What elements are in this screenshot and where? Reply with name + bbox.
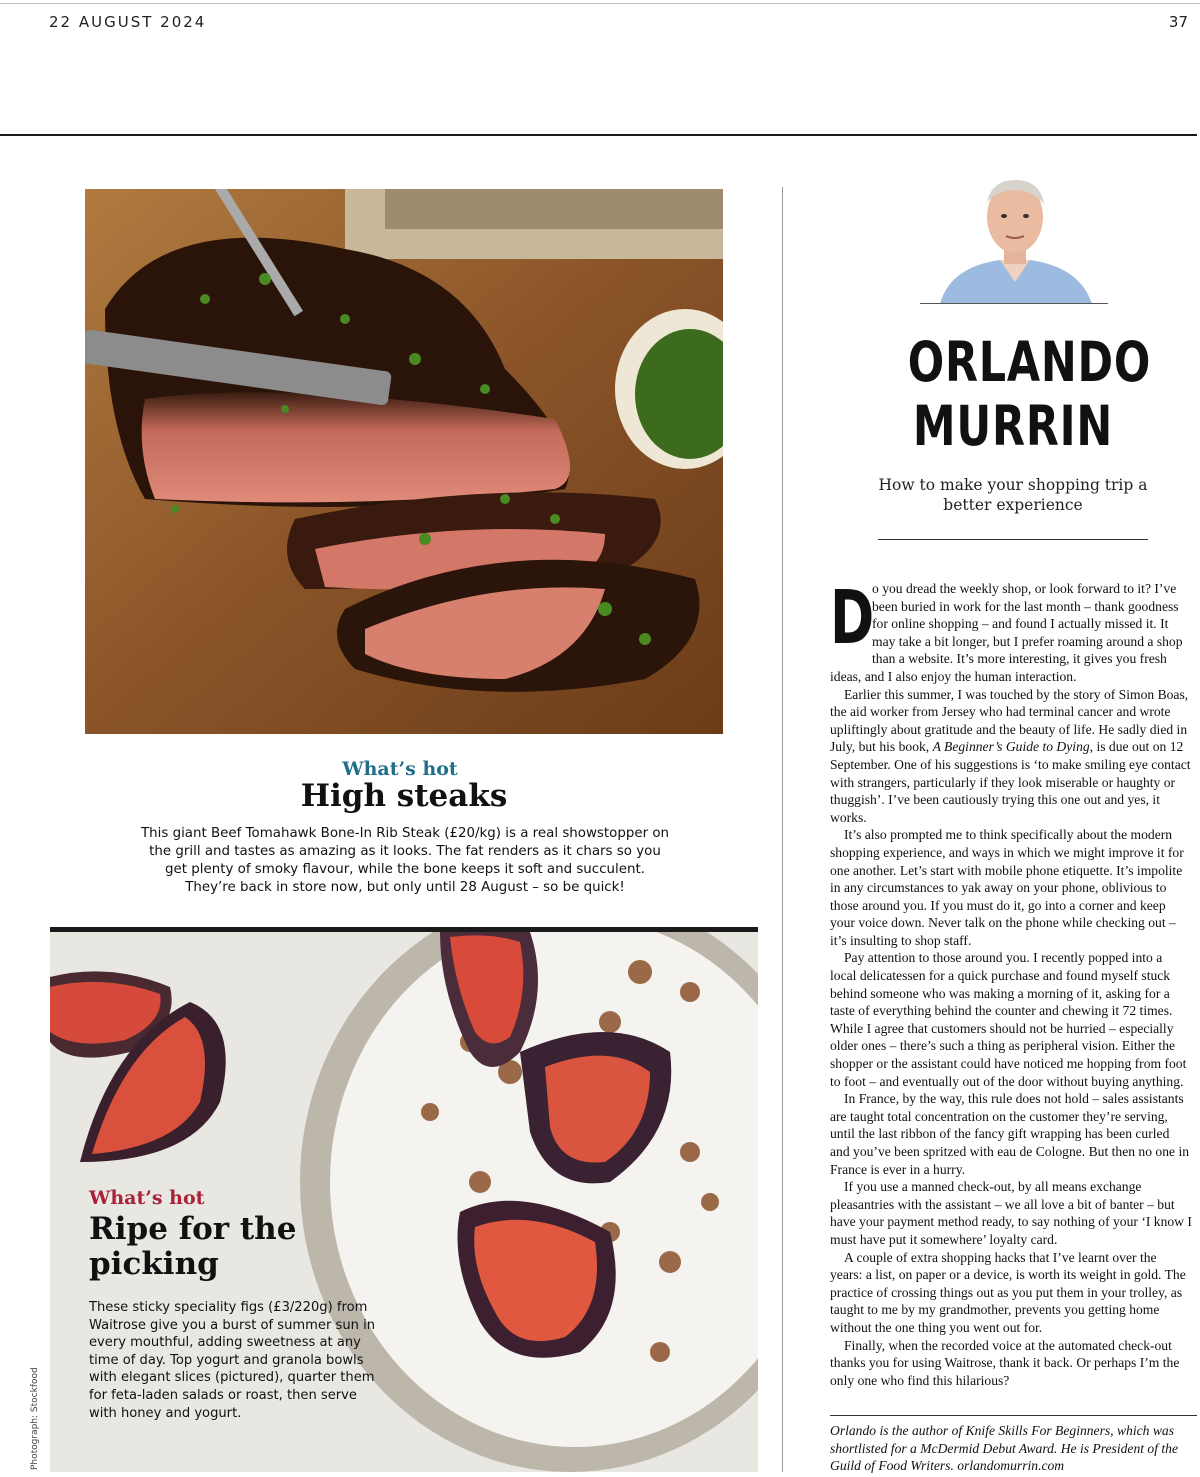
photo-credit: Photograph: Stockfood	[30, 1367, 40, 1470]
author-bio: Orlando is the author of Knife Skills For Beginners, which was shortlisted for a McDermid Debut Award. He is President of the Guild of Food Writers. orlandomurrin.com	[830, 1423, 1179, 1474]
article-paragraph: It’s also prompted me to think specifically about the modern shopping experience, and ways in which we might improve it for one another. Let’s start with mobile phone etiquette. It’s impolite in any circumstances to yak away on your phone, oblivious to those around you. If you must do it, go into a corner and keep your voice down. Never talk on the phone while checking out – it’s insulting to shop staff.	[830, 827, 1184, 948]
author-name-line1: ORLANDO	[907, 330, 1152, 394]
article-paragraph: A couple of extra shopping hacks that I’ve learnt over the years: a list, on paper or a device, is worth its weight in gold. The practice of crossing things out as you put them in your trolley, as taught to me by my grandmother, prevents you getting home without the one thing you went out for.	[830, 1249, 1186, 1335]
drop-cap: D	[830, 575, 875, 661]
article-paragraph: In France, by the way, this rule does not hold – sales assistants are taught total concentration on the customer they’re serving, until the last ribbon of the fancy gift wrapping has been curled and you’ve been spritzed with eau de Cologne. But then no one in France is ever in a hurry.	[830, 1091, 1190, 1177]
issue-date: 22 AUGUST 2024	[49, 13, 207, 31]
author-photo	[920, 172, 1108, 304]
hot1-kicker: What’s hot	[342, 758, 458, 780]
deck-rule	[878, 539, 1148, 540]
bio-rule	[830, 1415, 1197, 1416]
article-paragraph: Finally, when the recorded voice at the automated check-out thanks you for using Waitrose, thank it back. Or perhaps I’m the only one who find this hilarious?	[830, 1337, 1180, 1388]
article-paragraph: Pay attention to those around you. I recently popped into a local delicatessen for a quick purchase and found myself stuck behind someone who was making a morning of it, asking for a taste of everything behind the counter and chewing it 72 times. While I agree that customers should not be hurried – especially older ones – there’s such a thing as peripheral vision. Either the shopper or the assistant could have noticed me hopping from foot to foot – and eventually out of the door without buying anything.	[830, 950, 1187, 1089]
article-body	[830, 575, 1192, 1389]
author-photo-rule	[920, 303, 1108, 304]
article-paragraph: Earlier this summer, I was touched by the story of Simon Boas, the aid worker from Jersey who had terminal cancer and wrote upliftingly about gratitude and the beauty of life. He sadly died in July, but his book, A Beginner’s Guide to Dying, is due out on 12 September. One of his suggestions is ‘to make smiling eye contact with strangers, particularly if they look miserable or haughty or thuggish’. I’ve been cautiously trying this one out and yes, it works.	[830, 686, 1191, 825]
article-paragraph: D o you dread the weekly shop, or look forward to it? I’ve been buried in work for the last month – thank goodness for online shopping – and found I actually missed it. It may take a bit longer, but I prefer roaming around a shop than a website. It’s more interesting, it gives you fresh ideas, and I also enjoy the human interaction.	[830, 575, 1183, 684]
hot2-title: Ripe for the picking	[89, 1211, 297, 1282]
hot2-kicker: What’s hot	[89, 1187, 205, 1209]
book-title: A Beginner’s Guide to Dying	[932, 739, 1090, 755]
hot1-title: High steaks	[300, 778, 508, 814]
steak-photo	[85, 189, 723, 734]
top-rule	[0, 3, 1200, 4]
article-paragraph: If you use a manned check-out, by all means exchange pleasantries with the assistant – we all love a bit of banter – but have your payment method ready, to say nothing of your ‘I know I must have put it somewhere’ loyalty card.	[830, 1179, 1192, 1247]
column-deck: How to make your shopping trip a better experience	[878, 476, 1148, 514]
column-divider	[782, 187, 783, 1472]
author-name-line2: MURRIN	[912, 394, 1114, 458]
author-name	[907, 330, 1152, 458]
hot1-body: This giant Beef Tomahawk Bone-In Rib Steak (£20/kg) is a real showstopper on the grill and tastes as amazing as it looks. The fat renders as it chars so you get plenty of smoky flavour, while the bone keeps it soft and succulent. They’re back in store now, but only until 28 August – so be quick!	[140, 826, 670, 895]
header-rule	[0, 134, 1197, 136]
hot2-body: These sticky speciality figs (£3/220g) from Waitrose give you a burst of summer sun in every mouthful, adding sweetness at any time of day. Top yogurt and granola bowls with elegant slices (pictured), quarter them for feta-laden salads or roast, then serve with honey and yogurt.	[89, 1300, 376, 1421]
page-number: 37	[1168, 13, 1188, 31]
